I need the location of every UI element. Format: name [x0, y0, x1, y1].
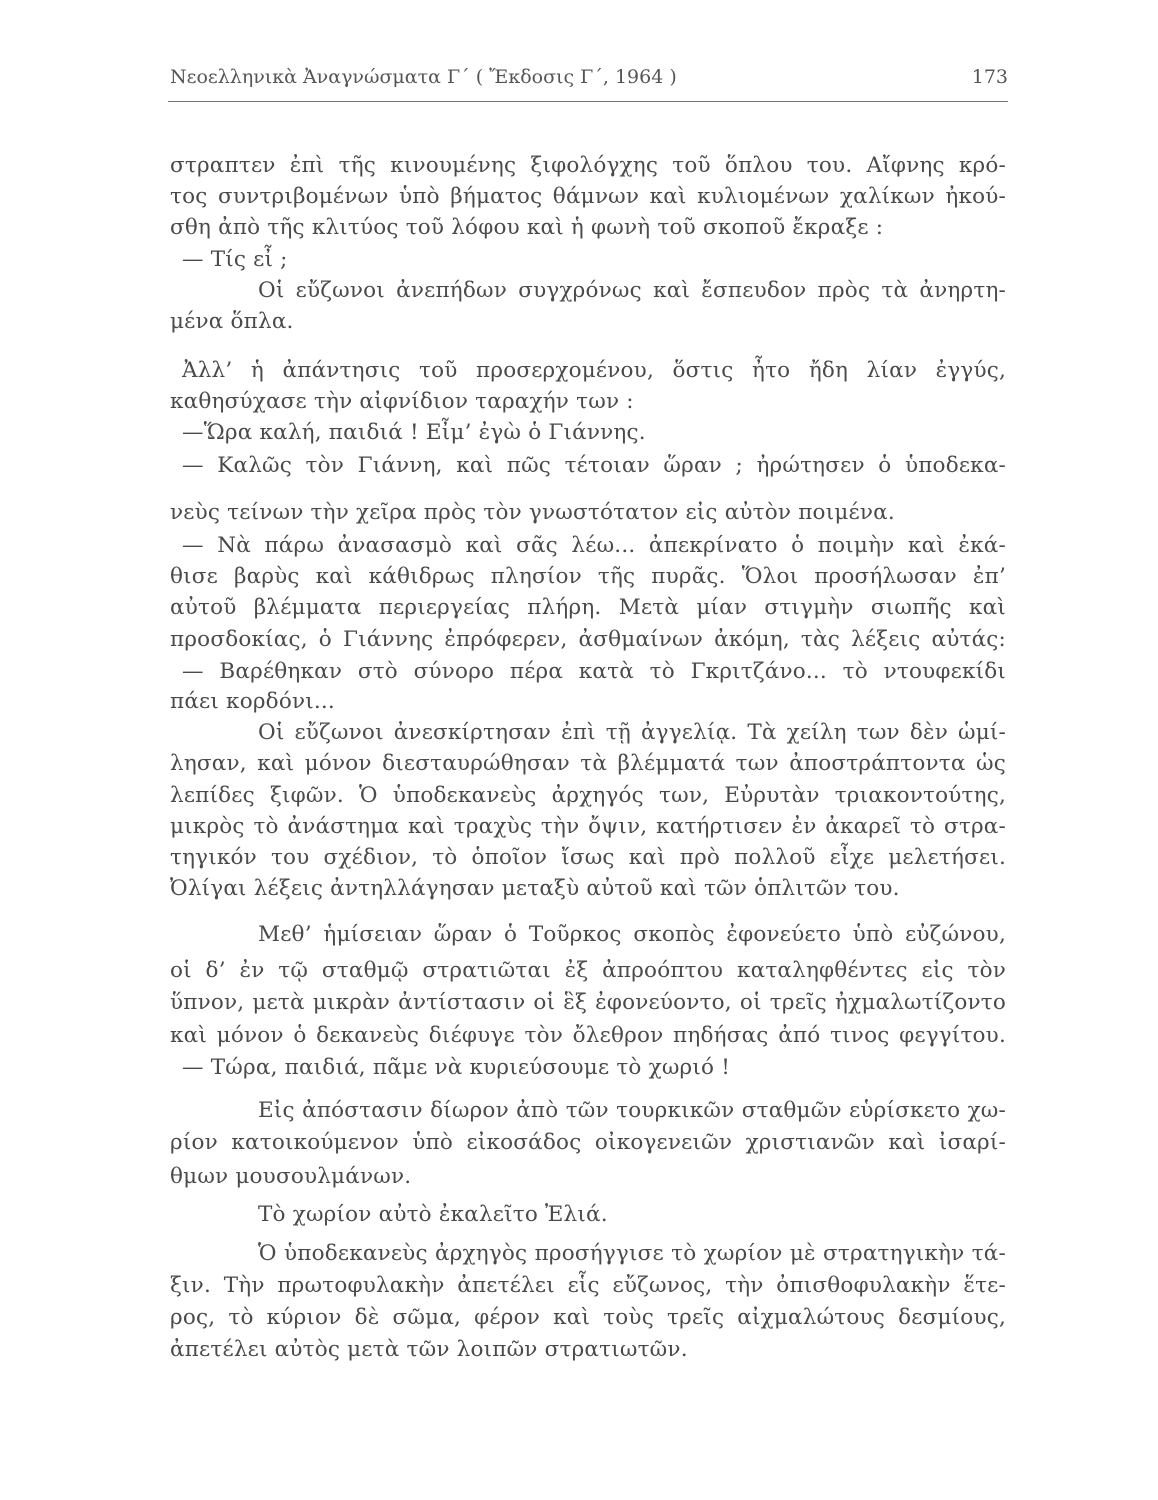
text-line: θισε βαρὺς καὶ κάθιδρως πλησίον τῆς πυρᾶς. Ὅλοι προσήλωσαν ἐπ’: [170, 564, 1006, 589]
text-line: Οἱ εὔζωνοι ἀνεσκίρτησαν ἐπὶ τῇ ἀγγελίᾳ. Τὰ χείλη των δὲν ὡμί-: [258, 720, 1006, 745]
text-line: Μεθ’ ἡμίσειαν ὥραν ὁ Τοῦρκος σκοπὸς ἐφονεύετο ὑπὸ εὐζώνου,: [258, 922, 1006, 947]
text-line: Ὁ ὑποδεκανεὺς ἀρχηγὸς προσήγγισε τὸ χωρίον μὲ στρατηγικὴν τά-: [258, 1241, 1006, 1266]
text-line: — Τίς εἶ ;: [182, 247, 288, 272]
text-line: ἀπετέλει αὐτὸς μετὰ τῶν λοιπῶν στρατιωτῶν.: [170, 1337, 688, 1362]
text-line: ξιν. Τὴν πρωτοφυλακὴν ἀπετέλει εἷς εὔζωνος, τὴν ὀπισθοφυλακὴν ἕτε-: [170, 1273, 1006, 1298]
text-line: προσδοκίας, ὁ Γιάννης ἐπρόφερεν, ἀσθμαίνων ἀκόμη, τὰς λέξεις αὐτάς:: [170, 627, 1006, 652]
text-line: Τὸ χωρίον αὐτὸ ἐκαλεῖτο Ἐλιά.: [258, 1202, 608, 1227]
text-line: — Τώρα, παιδιά, πᾶμε νὰ κυριεύσουμε τὸ χωριό !: [182, 1055, 731, 1080]
text-line: λεπίδες ξιφῶν. Ὁ ὑποδεκανεὺς ἀρχηγός των, Εὐρυτὰν τριακοντούτης,: [170, 783, 1006, 808]
text-line: Οἱ εὔζωνοι ἀνεπήδων συγχρόνως καὶ ἔσπευδον πρὸς τὰ ἀνηρτη-: [258, 278, 1006, 303]
text-line: μικρὸς τὸ ἀνάστημα καὶ τραχὺς τὴν ὄψιν, κατήρτισεν ἐν ἀκαρεῖ τὸ στρα-: [170, 814, 1006, 839]
text-line: αὐτοῦ βλέμματα περιεργείας πλήρη. Μετὰ μίαν στιγμὴν σιωπῆς καὶ: [170, 595, 1006, 620]
text-line: — Καλῶς τὸν Γιάννη, καὶ πῶς τέτοιαν ὥραν ; ἠρώτησεν ὁ ὑποδεκα-: [182, 453, 1006, 478]
text-line: καὶ μόνον ὁ δεκανεὺς διέφυγε τὸν ὄλεθρον πηδήσας ἀπό τινος φεγγίτου.: [170, 1023, 1006, 1048]
text-line: οἱ δ’ ἐν τῷ σταθμῷ στρατιῶται ἐξ ἀπροόπτου καταληφθέντες εἰς τὸν: [170, 958, 1006, 983]
header-rule: [168, 101, 1008, 102]
text-line: ὕπνον, μετὰ μικρὰν ἀντίστασιν οἱ ἓξ ἐφονεύοντο, οἱ τρεῖς ἠχμαλωτίζοντο: [170, 990, 1006, 1015]
text-line: σθη ἀπὸ τῆς κλιτύος τοῦ λόφου καὶ ἡ φωνὴ τοῦ σκοποῦ ἔκραξε :: [170, 215, 884, 240]
text-line: Εἰς ἀπόστασιν δίωρον ἀπὸ τῶν τουρκικῶν σταθμῶν εὑρίσκετο χω-: [258, 1098, 1006, 1123]
text-line: καθησύχασε τὴν αἰφνίδιον ταραχήν των :: [170, 389, 634, 414]
text-line: μένα ὅπλα.: [170, 309, 294, 334]
text-line: Ὀλίγαι λέξεις ἀντηλλάγησαν μεταξὺ αὐτοῦ καὶ τῶν ὁπλιτῶν του.: [170, 876, 900, 901]
text-line: τηγικόν του σχέδιον, τὸ ὁποῖον ἴσως καὶ πρὸ πολλοῦ εἶχε μελετήσει.: [170, 845, 1006, 870]
text-line: ρος, τὸ κύριον δὲ σῶμα, φέρον καὶ τοὺς τρεῖς αἰχμαλώτους δεσμίους,: [170, 1305, 1006, 1330]
running-header: [170, 66, 1008, 96]
text-line: πάει κορδόνι...: [170, 689, 335, 714]
text-line: στραπτεν ἐπὶ τῆς κινουμένης ξιφολόγχης τοῦ ὅπλου του. Αἴφνης κρό-: [170, 153, 1006, 178]
text-line: νεὺς τείνων τὴν χεῖρα πρὸς τὸν γνωστότατον εἰς αὐτὸν ποιμένα.: [170, 500, 895, 525]
text-line: — Βαρέθηκαν στὸ σύνορο πέρα κατὰ τὸ Γκριτζάνο... τὸ ντουφεκίδι: [182, 659, 1006, 684]
text-line: λησαν, καὶ μόνον διεσταυρώθησαν τὰ βλέμματά των ἀποστράπτοντα ὡς: [170, 751, 1006, 776]
text-line: Ἀλλ’ ἡ ἀπάντησις τοῦ προσερχομένου, ὅστις ἦτο ἤδη λίαν ἐγγύς,: [182, 358, 1006, 383]
text-line: ρίον κατοικούμενον ὑπὸ εἰκοσάδος οἰκογενειῶν χριστιανῶν καὶ ἰσαρί-: [170, 1130, 1006, 1155]
text-line: θμων μουσουλμάνων.: [170, 1164, 412, 1189]
text-line: —Ὥρα καλή, παιδιά ! Εἶμ’ ἐγὼ ὁ Γιάννης.: [182, 420, 646, 445]
header-title: Νεοελληνικὰ Ἀναγνώσματα Γ΄ ( Ἔκδοσις Γ΄, 1964 ): [170, 66, 677, 88]
text-line: — Νὰ πάρω ἀνασασμὸ καὶ σᾶς λέω... ἀπεκρίνατο ὁ ποιμὴν καὶ ἐκά-: [182, 533, 1006, 558]
text-line: τος συντριβομένων ὑπὸ βήματος θάμνων καὶ κυλιομένων χαλίκων ἠκού-: [170, 184, 1006, 209]
page-number: 173: [971, 66, 1008, 88]
